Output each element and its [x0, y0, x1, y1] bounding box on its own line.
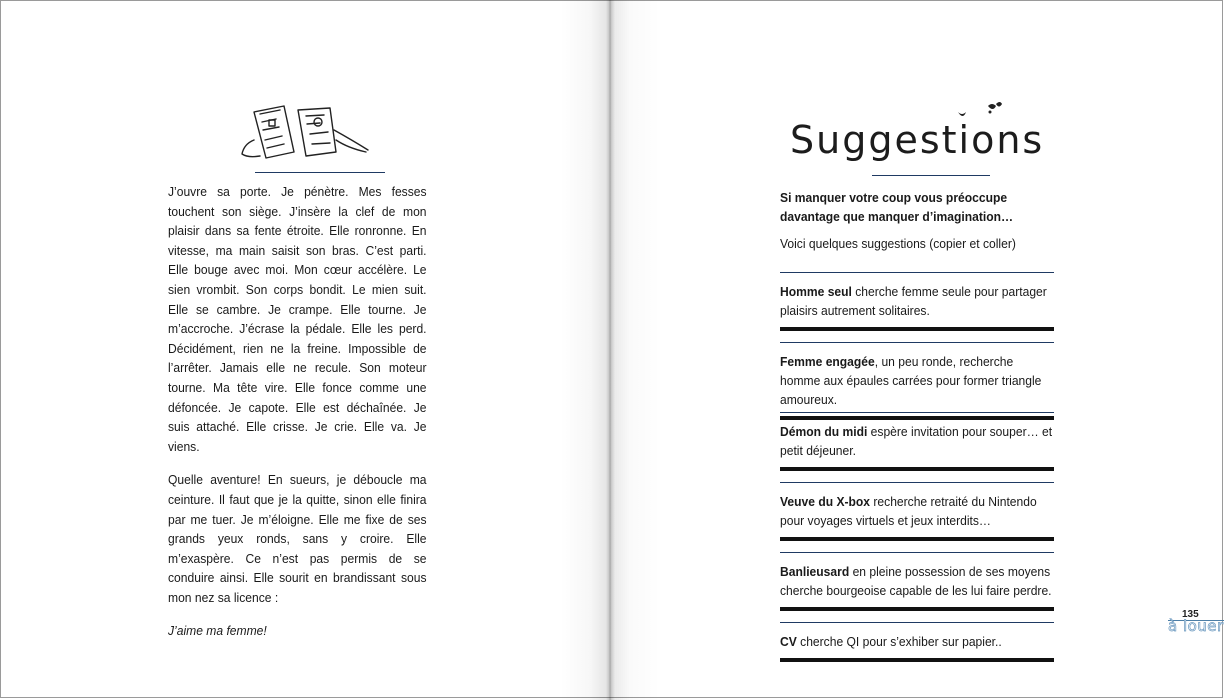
- ad-body: en pleine possession de ses moyens cherche bourgeoise capable de les lui faire perdre.: [780, 564, 1052, 598]
- ad-text: [780, 562, 1054, 600]
- ad-text: [780, 352, 1054, 409]
- ad-rule-bottom: [780, 327, 1054, 331]
- intro-text: Voici quelques suggestions (copier et coller): [780, 236, 1016, 251]
- left-divider-rule: [255, 172, 385, 173]
- ad-rule-bottom: [780, 537, 1054, 541]
- ad-body: recherche retraité du Nintendo pour voyages virtuels et jeux interdits…: [780, 494, 1037, 528]
- intro-block: [780, 188, 1059, 253]
- ad-text: [780, 632, 1054, 651]
- ad-rule-bottom: [780, 607, 1054, 611]
- ad-lead: Homme seul: [780, 284, 852, 299]
- ad-item: [780, 622, 1054, 662]
- left-page-text: [168, 182, 427, 655]
- ad-rule-top: [780, 482, 1054, 483]
- ad-body: cherche QI pour s’exhiber sur papier..: [796, 634, 1002, 649]
- paragraph-1: J’ouvre sa porte. Je pénètre. Mes fesses touchent son siège. J’insère la clef de mon plaisir dans sa fente étroite. Elle ronronne. En vitesse, ma main saisit son bras. C’est parti. Elle bouge avec moi. Mon cœur accélère. Le sien vrombit. Son corps bondit. Le mien suit. Elle se cambre. Je crampe. Elle tourne. Je m’accroche. J’écrase la pédale. Elle les perd. Décidément, rien ne la freine. Impossible de l’arrêter. Jamais elle ne recule. Son moteur tourne. Ma tête vire. Elle fonce comme une défoncée. Je capote. Elle est déchaînée. Je suis attaché. Elle crisse. Je crie. Elle va. Je viens.: [168, 184, 427, 454]
- ad-item: [780, 342, 1054, 420]
- ad-rule-top: [780, 272, 1054, 273]
- ad-rule-top: [780, 412, 1054, 413]
- ad-lead: Femme engagée: [780, 354, 875, 369]
- ad-rule-top: [780, 342, 1054, 343]
- ad-rule-bottom: [780, 658, 1054, 662]
- intro-bold: Si manquer votre coup vous préoccupe davantage que manquer d’imagination…: [780, 190, 1014, 224]
- ad-rule-top: [780, 552, 1054, 553]
- book-gutter: [560, 0, 660, 700]
- ad-item: [780, 482, 1054, 541]
- ad-lead: Démon du midi: [780, 424, 868, 439]
- title-divider-rule: [872, 175, 990, 176]
- page-title: Suggestions: [790, 118, 1045, 162]
- ad-rule-bottom: [780, 467, 1054, 471]
- ad-rule-top: [780, 622, 1054, 623]
- ad-lead: Banlieusard: [780, 564, 850, 579]
- ad-lead: CV: [780, 634, 797, 649]
- ad-body: cherche femme seule pour partager plaisirs autrement solitaires.: [780, 284, 1047, 318]
- ad-text: [780, 282, 1054, 320]
- newspaper-sketch-icon: [236, 100, 376, 170]
- ad-body: espère invitation pour souper… et petit déjeuner.: [780, 424, 1053, 458]
- ad-text: [780, 422, 1054, 460]
- ad-lead: Veuve du X-box: [780, 494, 871, 509]
- paragraph-2: Quelle aventure! En sueurs, je déboucle ma ceinture. Il faut que je la quitte, sinon elle finira par me tuer. Je m’éloigne. Elle me fixe de ses grands yeux ronds, sans y croire. Elle m’exaspère. Ce n’est pas permis de se conduire ainsi. Elle sourit en brandissant sous mon nez sa licence :: [168, 472, 427, 605]
- ad-body: , un peu ronde, recherche homme aux épaules carrées pour former triangle amoureux.: [780, 354, 1042, 407]
- footer-logo: à louer: [1168, 617, 1224, 635]
- closing-line: J’aime ma femme!: [168, 623, 267, 639]
- page-number: 135: [1182, 609, 1199, 620]
- ad-item: [780, 552, 1054, 611]
- ad-text: [780, 492, 1054, 530]
- ad-item: [780, 272, 1054, 331]
- ad-item: [780, 412, 1054, 471]
